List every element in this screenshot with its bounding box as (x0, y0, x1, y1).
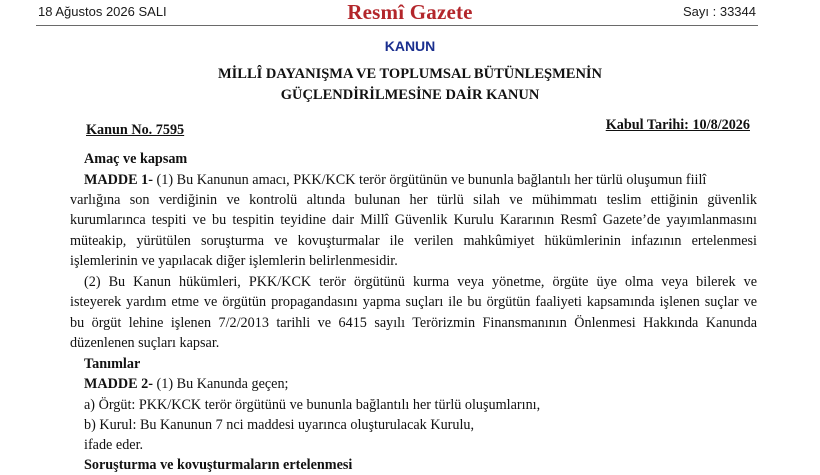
paragraph-line: isteyerek yardım etme ve örgütün propagandasını yapma suçları ile bu örgütün faaliyeti kapsamında işlenen suçlar ve (70, 294, 757, 310)
definition-a: a) Örgüt: PKK/KCK terör örgütünü ve bununla bağlantılı her türlü oluşumlarını, (84, 397, 541, 413)
law-title-line: GÜÇLENDİRİLMESİNE DAİR KANUN (280, 87, 540, 103)
law-title-line: MİLLÎ DAYANIŞMA VE TOPLUMSAL BÜTÜNLEŞMENİN (217, 66, 603, 82)
acceptance-date: Kabul Tarihi: 10/8/2026 (605, 117, 750, 133)
law-number: Kanun No. 7595 (86, 122, 185, 138)
gazette-title: Resmî Gazete (347, 0, 473, 24)
paragraph-line: bu örgüt lehine işlenen 7/2/2013 tarihli ve 6415 sayılı Terörizmin Finansmanının Önlenmesi Hakkında Kanunda (70, 315, 757, 331)
article-2-first-line (84, 374, 757, 394)
article-1-text: (1) Bu Kanunun amacı, PKK/KCK terör örgütünün ve bununla bağlantılı her türlü oluşumun fiilî (152, 172, 707, 188)
issue-number: Sayı : 33344 (683, 4, 756, 19)
header-divider (36, 25, 758, 26)
section-label: KANUN (384, 38, 436, 54)
definition-b: b) Kurul: Bu Kanunun 7 nci maddesi uyarınca oluşturulacak Kurulu, (84, 417, 475, 433)
heading-purpose-scope: Amaç ve kapsam (84, 151, 188, 167)
article-1-label: MADDE 1- (84, 172, 153, 188)
definitions-closing: ifade eder. (84, 437, 144, 453)
paragraph-line: kurumlarınca tespiti ve bu tespitin teyidine dair Millî Güvenlik Kurulu Kararının Resmî Gazete’de yayımlanmasını (70, 212, 757, 228)
paragraph-line: müteakip, yürütülen soruşturma ve kovuşturmalar ile verilen mahkûmiyet hükümlerinin infazının ertelenmesi (70, 233, 757, 249)
law-title (0, 64, 820, 106)
heading-definitions: Tanımlar (84, 356, 141, 372)
heading-investigation-deferral: Soruşturma ve kovuşturmaların ertelenmesi (84, 457, 353, 473)
paragraph-line: varlığına son verdiğinin ve kontrolü altında bulunan her türlü silah ve mühimmatı teslim ettiğinin güvenlik (70, 192, 757, 208)
issue-date: 18 Ağustos 2026 SALI (38, 4, 167, 19)
paragraph-line: düzenlenen suçları kapsar. (70, 335, 220, 351)
article-2-text: (1) Bu Kanunda geçen; (152, 376, 289, 392)
article-1-first-line (84, 170, 757, 190)
article-2-label: MADDE 2- (84, 376, 153, 392)
paragraph-line: işlemlerinin ve yapılacak diğer işlemlerin belirlenmesidir. (70, 253, 398, 269)
paragraph-line: (2) Bu Kanun hükümleri, PKK/KCK terör örgütünü kurma veya yönetme, örgüte üye olma veya bilerek ve (84, 274, 757, 290)
